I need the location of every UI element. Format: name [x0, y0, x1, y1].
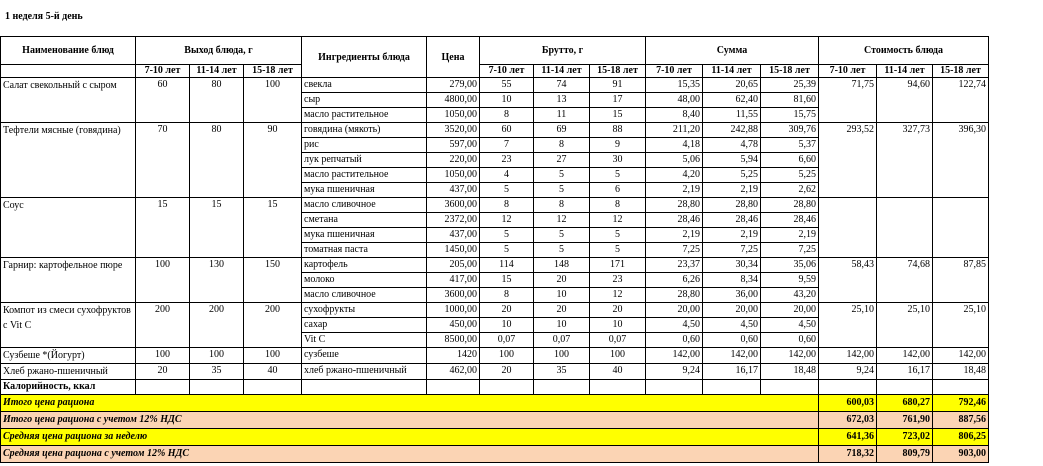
summary-value: 641,36: [819, 429, 877, 446]
dish-cost: 122,74: [933, 78, 989, 123]
ingredient-brutto: 0,07: [590, 333, 646, 348]
ingredient-sum: 4,50: [761, 318, 819, 333]
ingredient-name: молоко: [302, 273, 427, 288]
dish-cost: 142,00: [819, 348, 877, 364]
ingredient-name: говядина (мякоть): [302, 123, 427, 138]
dish-output: 100: [136, 258, 190, 303]
ingredient-brutto: 27: [534, 153, 590, 168]
ingredient-brutto: 12: [590, 288, 646, 303]
dish-output: 40: [244, 364, 302, 380]
ingredient-price: 279,00: [427, 78, 480, 93]
ingredient-brutto: 10: [534, 318, 590, 333]
table-row: [1, 348, 989, 364]
ingredient-sum: 23,37: [646, 258, 703, 273]
dish-name: Гарнир: картофельное пюре: [1, 258, 136, 303]
ingredient-brutto: 30: [590, 153, 646, 168]
calories-cell: [877, 380, 933, 395]
ingredient-price: 450,00: [427, 318, 480, 333]
ingredient-brutto: 88: [590, 123, 646, 138]
ingredient-sum: 36,00: [703, 288, 761, 303]
ingredient-brutto: 5: [590, 243, 646, 258]
ingredient-brutto: 4: [480, 168, 534, 183]
ingredient-name: рис: [302, 138, 427, 153]
age-header: 7-10 лет: [480, 65, 534, 78]
ingredient-sum: 43,20: [761, 288, 819, 303]
table-row: [1, 364, 989, 380]
table-row: [1, 198, 989, 213]
ingredient-brutto: 20: [534, 273, 590, 288]
dish-output: 150: [244, 258, 302, 303]
summary-value: 809,79: [877, 446, 933, 463]
ingredient-sum: 28,80: [761, 198, 819, 213]
ingredient-brutto: 5: [590, 228, 646, 243]
ingredient-price: 2372,00: [427, 213, 480, 228]
ingredient-name: масло сливочное: [302, 288, 427, 303]
dish-output: 200: [136, 303, 190, 348]
ingredient-brutto: 148: [534, 258, 590, 273]
ingredient-sum: 28,80: [703, 198, 761, 213]
ingredient-price: 1050,00: [427, 168, 480, 183]
dish-cost: 94,60: [877, 78, 933, 123]
calories-label: Калорийность, ккал: [1, 380, 136, 395]
ingredient-sum: 48,00: [646, 93, 703, 108]
ingredient-brutto: 23: [590, 273, 646, 288]
ingredient-sum: 16,17: [703, 364, 761, 380]
ingredient-name: картофель: [302, 258, 427, 273]
calories-cell: [761, 380, 819, 395]
dish-output: 60: [136, 78, 190, 123]
header-price: Цена: [427, 37, 480, 78]
summary-label: Средняя цена рациона с учетом 12% НДС: [1, 446, 819, 463]
ingredient-brutto: 5: [534, 243, 590, 258]
ingredient-sum: 2,19: [703, 228, 761, 243]
age-header: 11-14 лет: [190, 65, 244, 78]
ingredient-brutto: 55: [480, 78, 534, 93]
ingredient-sum: 20,00: [646, 303, 703, 318]
ingredient-sum: 211,20: [646, 123, 703, 138]
ingredient-sum: 5,25: [761, 168, 819, 183]
ingredient-brutto: 8: [534, 198, 590, 213]
ingredient-brutto: 8: [480, 108, 534, 123]
ingredient-price: 3520,00: [427, 123, 480, 138]
calories-row: [1, 380, 989, 395]
dish-cost: [819, 198, 877, 258]
ingredient-sum: 25,39: [761, 78, 819, 93]
header-brutto: Брутто, г: [480, 37, 646, 65]
calories-cell: [302, 380, 427, 395]
ingredient-name: хлеб ржано-пшеничный: [302, 364, 427, 380]
summary-label: Средняя цена рациона за неделю: [1, 429, 819, 446]
dish-output: 200: [244, 303, 302, 348]
ingredient-brutto: 11: [534, 108, 590, 123]
dish-output: 15: [136, 198, 190, 258]
ingredient-price: 3600,00: [427, 198, 480, 213]
dish-name: Салат свекольный с сыром: [1, 78, 136, 123]
summary-value: 718,32: [819, 446, 877, 463]
summary-value: 903,00: [933, 446, 989, 463]
ingredient-name: томатная паста: [302, 243, 427, 258]
ingredient-sum: 7,25: [646, 243, 703, 258]
table-row: [1, 78, 989, 93]
ingredient-brutto: 69: [534, 123, 590, 138]
ingredient-brutto: 15: [590, 108, 646, 123]
ingredient-sum: 35,06: [761, 258, 819, 273]
summary-value: 887,56: [933, 412, 989, 429]
ingredient-name: сыр: [302, 93, 427, 108]
summary-value: 600,03: [819, 395, 877, 412]
calories-cell: [136, 380, 190, 395]
dish-cost: 293,52: [819, 123, 877, 198]
age-header: 15-18 лет: [933, 65, 989, 78]
header-sum: Сумма: [646, 37, 819, 65]
ingredient-sum: 2,62: [761, 183, 819, 198]
calories-cell: [646, 380, 703, 395]
ingredient-brutto: 40: [590, 364, 646, 380]
ingredient-name: Vit C: [302, 333, 427, 348]
ingredient-sum: 15,35: [646, 78, 703, 93]
ingredient-brutto: 5: [480, 183, 534, 198]
ingredient-sum: 28,46: [703, 213, 761, 228]
ingredient-brutto: 12: [534, 213, 590, 228]
calories-cell: [534, 380, 590, 395]
ingredient-brutto: 8: [534, 138, 590, 153]
ingredient-brutto: 20: [534, 303, 590, 318]
ingredient-price: 462,00: [427, 364, 480, 380]
dish-name: Хлеб ржано-пшеничный: [1, 364, 136, 380]
ingredient-name: масло сливочное: [302, 198, 427, 213]
ingredient-sum: 28,80: [646, 198, 703, 213]
header-cost: Стоимость блюда: [819, 37, 989, 65]
dish-output: 100: [244, 78, 302, 123]
ingredient-sum: 7,25: [761, 243, 819, 258]
ingredient-sum: 142,00: [703, 348, 761, 364]
summary-value: 806,25: [933, 429, 989, 446]
summary-value: 672,03: [819, 412, 877, 429]
ingredient-price: 437,00: [427, 228, 480, 243]
dish-cost: 58,43: [819, 258, 877, 303]
age-header: 7-10 лет: [646, 65, 703, 78]
ingredient-brutto: 20: [480, 303, 534, 318]
ingredient-brutto: 17: [590, 93, 646, 108]
calories-cell: [819, 380, 877, 395]
ingredient-brutto: 35: [534, 364, 590, 380]
ingredient-brutto: 20: [480, 364, 534, 380]
summary-value: 792,46: [933, 395, 989, 412]
ingredient-sum: 142,00: [761, 348, 819, 364]
ingredient-brutto: 5: [534, 228, 590, 243]
ingredient-price: 220,00: [427, 153, 480, 168]
ingredient-brutto: 91: [590, 78, 646, 93]
dish-cost: 142,00: [933, 348, 989, 364]
ingredient-sum: 309,76: [761, 123, 819, 138]
age-header: 11-14 лет: [877, 65, 933, 78]
table-row: [1, 258, 989, 273]
ingredient-brutto: 0,07: [480, 333, 534, 348]
summary-value: 723,02: [877, 429, 933, 446]
calories-cell: [590, 380, 646, 395]
summary-row: [1, 429, 989, 446]
dish-name: Сузбеше *(Йогурт): [1, 348, 136, 364]
ingredient-brutto: 60: [480, 123, 534, 138]
ingredient-brutto: 100: [590, 348, 646, 364]
ingredient-price: 437,00: [427, 183, 480, 198]
ingredient-price: 1420: [427, 348, 480, 364]
ingredient-brutto: 9: [590, 138, 646, 153]
dish-output: 90: [244, 123, 302, 198]
dish-cost: 25,10: [819, 303, 877, 348]
ingredient-sum: 4,50: [646, 318, 703, 333]
ingredient-brutto: 8: [480, 198, 534, 213]
calories-cell: [480, 380, 534, 395]
dish-cost: 74,68: [877, 258, 933, 303]
ingredient-sum: 5,37: [761, 138, 819, 153]
ingredient-price: 1000,00: [427, 303, 480, 318]
dish-name: Тефтели мясные (говядина): [1, 123, 136, 198]
ingredient-brutto: 10: [534, 288, 590, 303]
ingredient-sum: 20,65: [703, 78, 761, 93]
header-row-main: [1, 37, 989, 65]
ingredient-name: сметана: [302, 213, 427, 228]
ingredient-sum: 2,19: [761, 228, 819, 243]
ingredient-name: свекла: [302, 78, 427, 93]
ingredient-brutto: 13: [534, 93, 590, 108]
ingredient-sum: 2,19: [646, 183, 703, 198]
ingredient-sum: 20,00: [703, 303, 761, 318]
ingredient-sum: 28,46: [761, 213, 819, 228]
summary-label: Итого цена рациона с учетом 12% НДС: [1, 412, 819, 429]
summary-value: 761,90: [877, 412, 933, 429]
ingredient-sum: 6,60: [761, 153, 819, 168]
dish-cost: 87,85: [933, 258, 989, 303]
dish-output: 80: [190, 78, 244, 123]
dish-cost: 25,10: [877, 303, 933, 348]
ingredient-brutto: 5: [534, 183, 590, 198]
ingredient-brutto: 100: [480, 348, 534, 364]
ingredient-brutto: 15: [480, 273, 534, 288]
ingredient-sum: 5,94: [703, 153, 761, 168]
ingredient-brutto: 171: [590, 258, 646, 273]
age-header: 11-14 лет: [534, 65, 590, 78]
header-dish-name: Наименование блюд: [1, 37, 136, 65]
summary-row: [1, 412, 989, 429]
ingredient-sum: 7,25: [703, 243, 761, 258]
ingredient-sum: 9,24: [646, 364, 703, 380]
summary-row: [1, 395, 989, 412]
ingredient-brutto: 5: [480, 243, 534, 258]
dish-cost: 16,17: [877, 364, 933, 380]
ingredient-brutto: 8: [480, 288, 534, 303]
ingredient-name: масло растительное: [302, 108, 427, 123]
ingredient-sum: 18,48: [761, 364, 819, 380]
ingredient-brutto: 10: [480, 318, 534, 333]
ingredient-sum: 28,46: [646, 213, 703, 228]
dish-output: 35: [190, 364, 244, 380]
ingredient-brutto: 74: [534, 78, 590, 93]
ingredient-sum: 81,60: [761, 93, 819, 108]
ingredient-sum: 15,75: [761, 108, 819, 123]
ingredient-sum: 9,59: [761, 273, 819, 288]
ingredient-brutto: 20: [590, 303, 646, 318]
age-header: 15-18 лет: [761, 65, 819, 78]
ingredient-brutto: 114: [480, 258, 534, 273]
ingredient-sum: 242,88: [703, 123, 761, 138]
ingredient-brutto: 0,07: [534, 333, 590, 348]
ingredient-sum: 4,18: [646, 138, 703, 153]
ingredient-brutto: 8: [590, 198, 646, 213]
age-header: 15-18 лет: [244, 65, 302, 78]
ingredient-price: 4800,00: [427, 93, 480, 108]
ingredient-sum: 2,19: [646, 228, 703, 243]
ingredient-sum: 5,06: [646, 153, 703, 168]
ingredient-sum: 5,25: [703, 168, 761, 183]
ingredient-sum: 30,34: [703, 258, 761, 273]
ingredient-price: 205,00: [427, 258, 480, 273]
dish-cost: 327,73: [877, 123, 933, 198]
dish-name: Компот из смеси сухофруктов с Vit C: [1, 303, 136, 348]
age-header: 11-14 лет: [703, 65, 761, 78]
calories-cell: [190, 380, 244, 395]
ingredient-brutto: 100: [534, 348, 590, 364]
ingredient-name: мука пшеничная: [302, 183, 427, 198]
summary-value: 680,27: [877, 395, 933, 412]
header-blank: [1, 65, 136, 78]
ingredient-price: 1050,00: [427, 108, 480, 123]
ingredient-sum: 2,19: [703, 183, 761, 198]
ingredient-sum: 62,40: [703, 93, 761, 108]
dish-cost: 18,48: [933, 364, 989, 380]
dish-cost: 71,75: [819, 78, 877, 123]
dish-output: 15: [244, 198, 302, 258]
dish-cost: 9,24: [819, 364, 877, 380]
ingredient-sum: 20,00: [761, 303, 819, 318]
ingredient-brutto: 23: [480, 153, 534, 168]
ingredient-brutto: 5: [534, 168, 590, 183]
calories-cell: [703, 380, 761, 395]
ingredient-sum: 28,80: [646, 288, 703, 303]
dish-output: 15: [190, 198, 244, 258]
ingredient-price: 8500,00: [427, 333, 480, 348]
ingredient-name: мука пшеничная: [302, 228, 427, 243]
ingredient-sum: 0,60: [703, 333, 761, 348]
ingredient-sum: 6,26: [646, 273, 703, 288]
ingredient-sum: 142,00: [646, 348, 703, 364]
dish-cost: 25,10: [933, 303, 989, 348]
ingredient-sum: 8,40: [646, 108, 703, 123]
summary-label: Итого цена рациона: [1, 395, 819, 412]
table-row: [1, 303, 989, 318]
dish-output: 100: [244, 348, 302, 364]
dish-cost: [877, 198, 933, 258]
ingredient-price: 417,00: [427, 273, 480, 288]
ingredient-brutto: 5: [480, 228, 534, 243]
dish-cost: 396,30: [933, 123, 989, 198]
summary-row: [1, 446, 989, 463]
calories-cell: [933, 380, 989, 395]
calories-cell: [244, 380, 302, 395]
dish-output: 200: [190, 303, 244, 348]
ingredient-brutto: 10: [590, 318, 646, 333]
ingredient-name: масло растительное: [302, 168, 427, 183]
ingredient-brutto: 6: [590, 183, 646, 198]
header-row-ages: [1, 65, 989, 78]
age-header: 15-18 лет: [590, 65, 646, 78]
ingredient-sum: 4,50: [703, 318, 761, 333]
table-row: [1, 123, 989, 138]
sheet-title: 1 неделя 5-й день: [5, 11, 83, 22]
ingredient-brutto: 12: [590, 213, 646, 228]
ingredient-brutto: 10: [480, 93, 534, 108]
dish-cost: [933, 198, 989, 258]
ingredient-price: 3600,00: [427, 288, 480, 303]
dish-output: 70: [136, 123, 190, 198]
age-header: 7-10 лет: [819, 65, 877, 78]
dish-output: 100: [190, 348, 244, 364]
ingredient-brutto: 5: [590, 168, 646, 183]
calories-cell: [427, 380, 480, 395]
ingredient-sum: 11,55: [703, 108, 761, 123]
dish-output: 100: [136, 348, 190, 364]
ingredient-sum: 8,34: [703, 273, 761, 288]
header-ingredients: Ингредиенты блюда: [302, 37, 427, 78]
age-header: 7-10 лет: [136, 65, 190, 78]
ingredient-brutto: 12: [480, 213, 534, 228]
ingredient-sum: 4,78: [703, 138, 761, 153]
ingredient-price: 597,00: [427, 138, 480, 153]
dish-output: 130: [190, 258, 244, 303]
header-output: Выход блюда, г: [136, 37, 302, 65]
dish-output: 20: [136, 364, 190, 380]
menu-cost-table: [0, 36, 989, 463]
dish-output: 80: [190, 123, 244, 198]
ingredient-name: сахар: [302, 318, 427, 333]
ingredient-sum: 0,60: [761, 333, 819, 348]
dish-name: Соус: [1, 198, 136, 258]
ingredient-name: лук репчатый: [302, 153, 427, 168]
ingredient-name: сузбеше: [302, 348, 427, 364]
ingredient-sum: 4,20: [646, 168, 703, 183]
ingredient-price: 1450,00: [427, 243, 480, 258]
ingredient-name: сухофрукты: [302, 303, 427, 318]
ingredient-brutto: 7: [480, 138, 534, 153]
ingredient-sum: 0,60: [646, 333, 703, 348]
dish-cost: 142,00: [877, 348, 933, 364]
